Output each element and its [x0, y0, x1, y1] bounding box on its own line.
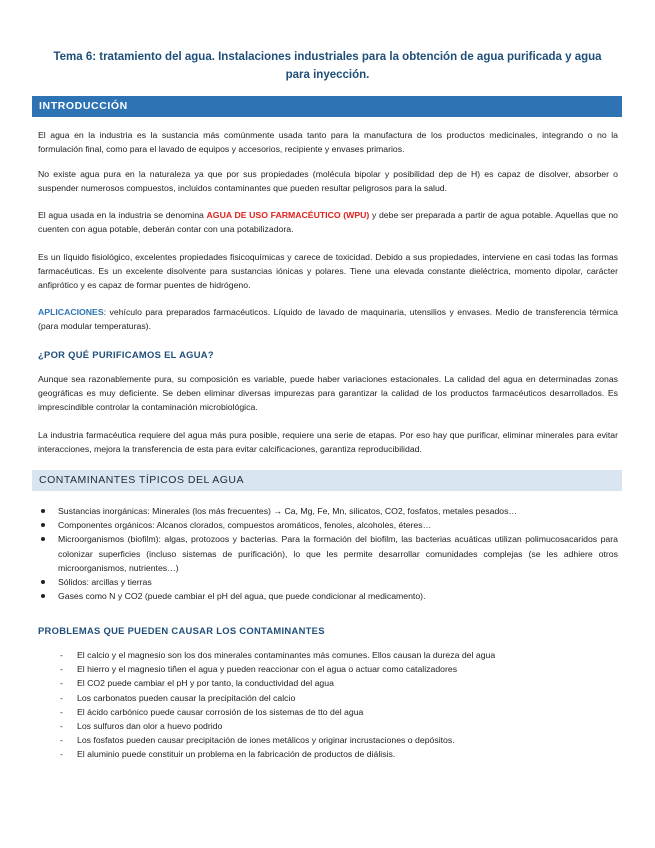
list-item: Gases como N y CO2 (puede cambiar el pH del agua, que puede condicionar al medicamento).: [38, 589, 618, 603]
intro-paragraph-3: [38, 208, 618, 236]
list-item: Sólidos: arcillas y tierras: [38, 575, 618, 589]
section-heading-why-purify: ¿POR QUÉ PURIFICAMOS EL AGUA?: [38, 349, 214, 360]
list-item: - El aluminio puede constituir un problema en la fabricación de productos de diálisis.: [60, 747, 616, 761]
page-title: Tema 6: tratamiento del agua. Instalaciones industriales para la obtención de agua purificada y agua para inyección.: [53, 51, 602, 81]
list-item: - Los sulfuros dan olor a huevo podrido: [60, 719, 616, 733]
list-item: Sustancias inorgánicas: Minerales (los más frecuentes) → Ca, Mg, Fe, Mn, silicatos, CO2, fosfatos, metales pesados…: [38, 504, 618, 518]
applications-label: APLICACIONES: [38, 307, 104, 317]
contaminants-list: [38, 504, 618, 603]
wpu-highlight: AGUA DE USO FARMACÉUTICO (WPU): [206, 210, 370, 220]
section-heading-contaminants: CONTAMINANTES TÍPICOS DEL AGUA: [32, 470, 622, 491]
list-item: - El ácido carbónico puede causar corrosión de los sistemas de tto del agua: [60, 705, 616, 719]
applications-text: : vehículo para preparados farmacéuticos. Líquido de lavado de maquinaria, utensilios y envases. Medio de transferencia térmica (para modular temperaturas).: [38, 307, 618, 332]
list-item: - Los carbonatos pueden causar la precipitación del calcio: [60, 691, 616, 705]
intro-paragraph-5: [38, 305, 618, 333]
p3-text-before: El agua usada en la industria se denomina: [38, 210, 207, 220]
list-item: Microorganismos (biofilm): algas, protozoos y bacterias. Para la formación del biofilm, las bacterias acuáticas utilizan polimucosacaridos para colonizar superficies (incluso sistemas de purificación), lo que les permite desarrollar comunidades complejas (se les adhiere otros microorganismos, nutrientes…): [38, 532, 618, 575]
list-item: - El hierro y el magnesio tiñen el agua y pueden reaccionar con el agua o actuar como catalizadores: [60, 662, 616, 676]
p3-text-after: y debe ser preparada a partir de agua potable. Aquellas que no cuenten con agua potable, deberán contar con una potabilizadora.: [38, 210, 619, 235]
why-paragraph-1: Aunque sea razonablemente pura, su composición es variable, puede haber variaciones estacionales. La calidad del agua en determinadas zonas geográficas es muy deficiente. Se deben eliminar diversas impurezas para garantizar la calidad de los productos farmacéuticos desarrollados. Es imprescindible controlar la contaminación microbiológica.: [38, 374, 618, 413]
section-heading-problems: PROBLEMAS QUE PUEDEN CAUSAR LOS CONTAMINANTES: [38, 625, 325, 636]
intro-paragraph-4: Es un líquido fisiológico, excelentes propiedades fisicoquímicas y carece de toxicidad. Debido a sus propiedades, interviene en casi todas las formas farmacéuticas. Es un excelente disolvente para sustancias iónicas y polares. Tiene una elevada constante dieléctrica, momento dipolar, carácter anfiprótico y es capaz de formar puentes de hidrógeno.: [38, 252, 618, 291]
intro-paragraph-1: El agua en la industria es la sustancia más comúnmente usada tanto para la manufactura de los productos medicinales, integrando o no la formulación final, como para el lavado de equipos y accesorios, recipiente y envases primarios.: [38, 130, 618, 155]
list-item: Componentes orgánicos: Alcanos clorados, compuestos aromáticos, fenoles, alcoholes, éteres…: [38, 518, 618, 532]
list-item: - El CO2 puede cambiar el pH y por tanto, la conductividad del agua: [60, 676, 616, 690]
list-item: - Los fosfatos pueden causar precipitación de iones metálicos y originar incrustaciones o depósitos.: [60, 733, 616, 747]
problems-list: [60, 648, 616, 762]
list-item: - El calcio y el magnesio son los dos minerales contaminantes más comunes. Ellos causan la dureza del agua: [60, 648, 616, 662]
intro-paragraph-2: No existe agua pura en la naturaleza ya que por sus propiedades (molécula bipolar y posibilidad dep de H) es capaz de disolver, absorber o suspender numerosos compuestos, incluidos contaminantes que pueden resultar peligrosos para la salud.: [38, 169, 618, 194]
why-paragraph-2: La industria farmacéutica requiere del agua más pura posible, requiere una serie de etapas. Por eso hay que purificar, eliminar minerales para evitar interacciones, mejora la transferencia de esta para evitar calcificaciones, garantiza reproducibilidad.: [38, 430, 618, 455]
section-heading-introduccion: INTRODUCCIÓN: [32, 96, 622, 117]
